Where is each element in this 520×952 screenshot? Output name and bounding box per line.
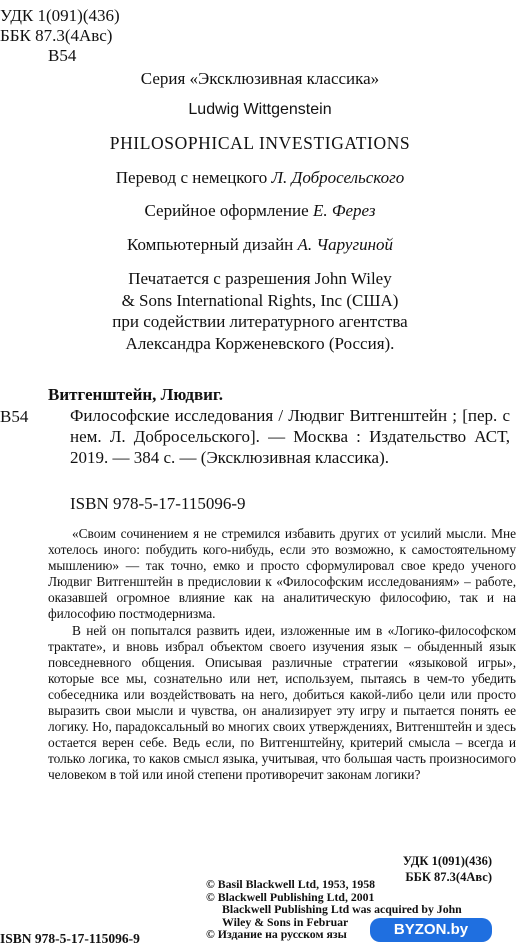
- title-original: PHILOSOPHICAL INVESTIGATIONS: [109, 133, 411, 153]
- copyright-line: Wiley & Sons in Februar: [222, 914, 349, 929]
- serial-design-prefix: Серийное оформление: [144, 201, 313, 220]
- copyright-line: © Издание на русском язы: [206, 927, 347, 941]
- author-mark: В54: [48, 46, 77, 65]
- author-mark-bib: В54: [0, 407, 29, 426]
- permission-line: при содействии литературного агентства: [112, 312, 408, 331]
- bbk-code-bottom: ББК 87.3(4Авс): [405, 870, 492, 884]
- translator-name: Л. Добросельского: [271, 168, 405, 187]
- copyright-line: Blackwell Publishing Ltd was acquired by John: [222, 902, 462, 917]
- annotation: [48, 526, 516, 784]
- annotation-paragraph: В ней он попытался развить идеи, изложенные им в «Логико-философском трактате», и вновь избрал объектом своего изучения язык – обыденный язык повседневного общения. Описывая различные стратегии «языковой игры», которые все мы, сознательно или нет, используем, пытаясь в чем-то убедить собеседника или воздействовать на него, добиться какой-либо цели или просто выразить свои мысли и чувства, он анализирует эту игру и пытается понять ее логику. Но, парадоксальный во многих своих утверждениях, Витгенштейн и здесь остается верен себе. Ведь если, по Витгенштейну, критерий смысла – всегда и только логика, то каков смысл языка, учитывая, что большая часть произносимого человеком в той или иной степени противоречит законам логики?: [48, 622, 516, 783]
- series-line: Серия «Эксклюзивная классика»: [140, 69, 380, 88]
- computer-designer-name: А. Чаругиной: [297, 235, 394, 254]
- permission-block: [0, 268, 520, 354]
- serial-design-line: [0, 201, 520, 221]
- udk-code: УДК 1(091)(436): [0, 6, 120, 25]
- isbn-bottom: ISBN 978-5-17-115096-9: [0, 931, 140, 946]
- bbk-code: ББК 87.3(4Авс): [0, 26, 113, 45]
- annotation-paragraph: «Своим сочинением я не стремился избавить других от усилий мысли. Мне хотелось иного: побудить кого-нибудь, если это возможно, к самостоятельному мышлению» — так точно, емко и просто сформулировал свое кредо ученого Людвиг Витгенштейн в предисловии к «Философским исследованиям» – работе, оказавшей огромное влияние как на аналитическую философию, так и на философию постмодернизма.: [48, 526, 516, 622]
- permission-line: & Sons International Rights, Inc (США): [121, 290, 399, 310]
- translation-line: [0, 168, 520, 188]
- permission-line: Печатается с разрешения John Wiley: [128, 269, 392, 288]
- translation-prefix: Перевод с немецкого: [115, 168, 272, 187]
- isbn: ISBN 978-5-17-115096-9: [70, 494, 246, 513]
- bibliographic-description: Философские исследования / Людвиг Витгенштейн ; [пер. с нем. Л. Добросельского]. — Москва : Издательство АСТ, 2019. — 384 с. — (Эксклюзивная классика).: [70, 406, 510, 467]
- copyright-line: © Blackwell Publishing Ltd, 2001: [206, 889, 375, 904]
- computer-design-line: [0, 235, 520, 255]
- udk-code-bottom: УДК 1(091)(436): [402, 854, 492, 868]
- byzon-watermark-logo: BYZON.by: [370, 918, 492, 942]
- author-original: Ludwig Wittgenstein: [188, 101, 332, 118]
- permission-line: Александра Корженевского (Россия).: [125, 333, 395, 353]
- author-heading: Витгенштейн, Людвиг.: [48, 385, 223, 404]
- serial-designer-name: Е. Ферез: [312, 201, 376, 220]
- computer-design-prefix: Компьютерный дизайн: [126, 235, 298, 254]
- copyright-line: © Basil Blackwell Ltd, 1953, 1958: [206, 878, 376, 891]
